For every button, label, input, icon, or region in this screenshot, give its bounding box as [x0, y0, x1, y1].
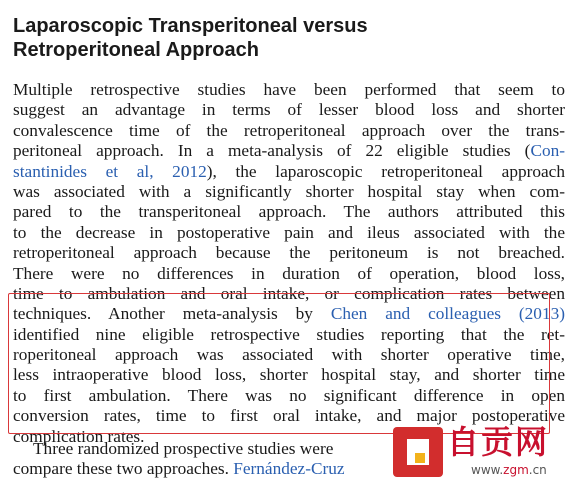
text-line	[13, 284, 565, 304]
text-segment: techniques. Another meta-analysis by	[13, 304, 331, 324]
watermark-url-suffix: .cn	[528, 463, 547, 477]
watermark-title: 自贡网	[447, 423, 550, 461]
text-segment: conversion rates, time to first oral intake, and major postoperative	[13, 406, 565, 426]
text-segment: Multiple retrospective studies have been performed that seem to	[13, 80, 565, 99]
body-paragraph-1	[13, 80, 565, 447]
citation-link[interactable]: Fernández-Cruz	[233, 459, 345, 479]
watermark-url	[471, 461, 571, 479]
section-heading-line-2: Retroperitoneal Approach	[13, 39, 259, 61]
text-line	[13, 121, 565, 141]
text-line	[13, 141, 565, 161]
text-line	[13, 365, 565, 385]
text-segment: convalescence time of the retroperitoneal approach over the trans-	[13, 120, 565, 140]
text-segment: peritoneal approach. In a meta-analysis of 22 eligible studies (	[13, 141, 531, 161]
text-line	[13, 182, 565, 202]
text-segment: pared to the transperitoneal approach. The authors attributed this	[13, 202, 565, 222]
text-line	[13, 325, 565, 345]
citation-link[interactable]: stantinides et al, 2012	[13, 161, 207, 181]
text-segment: roperitoneal approach was associated with shorter operative time,	[13, 345, 565, 365]
text-segment: complication rates.	[13, 426, 145, 446]
text-segment: retroperitoneal approach because the peritoneum is not breached.	[13, 243, 565, 263]
citation-link[interactable]: Con-	[530, 141, 565, 161]
watermark-url-brand: zgm	[503, 463, 529, 477]
text-segment: compare these two approaches.	[13, 459, 234, 479]
text-segment: ), the laparoscopic retroperitoneal approach	[206, 161, 565, 181]
text-segment: to first ambulation. There was no significant difference in open	[13, 385, 565, 405]
text-line	[13, 80, 565, 100]
text-segment: There were no differences in duration of operation, blood loss,	[13, 263, 565, 283]
text-line	[13, 202, 565, 222]
text-segment: Three randomized prospective studies were	[33, 439, 334, 458]
text-segment: less intraoperative blood loss, shorter hospital stay, and shorter time	[13, 365, 565, 385]
text-line	[13, 223, 565, 243]
watermark-logo-icon	[393, 427, 443, 477]
section-heading-line-1: Laparoscopic Transperitoneal versus	[13, 15, 368, 37]
text-line	[13, 100, 565, 120]
text-segment: identified nine eligible retrospective studies reporting that the ret-	[13, 324, 565, 344]
watermark-url-prefix: www.	[471, 463, 504, 477]
section-heading	[13, 14, 553, 62]
text-line	[13, 304, 565, 324]
text-line	[13, 264, 565, 284]
text-segment: was associated with a significantly shorter hospital stay when com-	[13, 181, 565, 201]
text-line	[13, 243, 565, 263]
citation-link[interactable]: Chen and colleagues (2013)	[330, 304, 565, 324]
watermark	[393, 423, 575, 485]
text-line	[13, 162, 565, 182]
text-line	[13, 345, 565, 365]
text-segment: time to ambulation and oral intake, or complication rates between	[13, 283, 565, 303]
text-line	[13, 386, 565, 406]
text-segment: suggest an advantage in terms of lesser blood loss and shorter	[13, 100, 565, 120]
text-segment: to the decrease in postoperative pain and ileus associated with the	[13, 222, 565, 242]
